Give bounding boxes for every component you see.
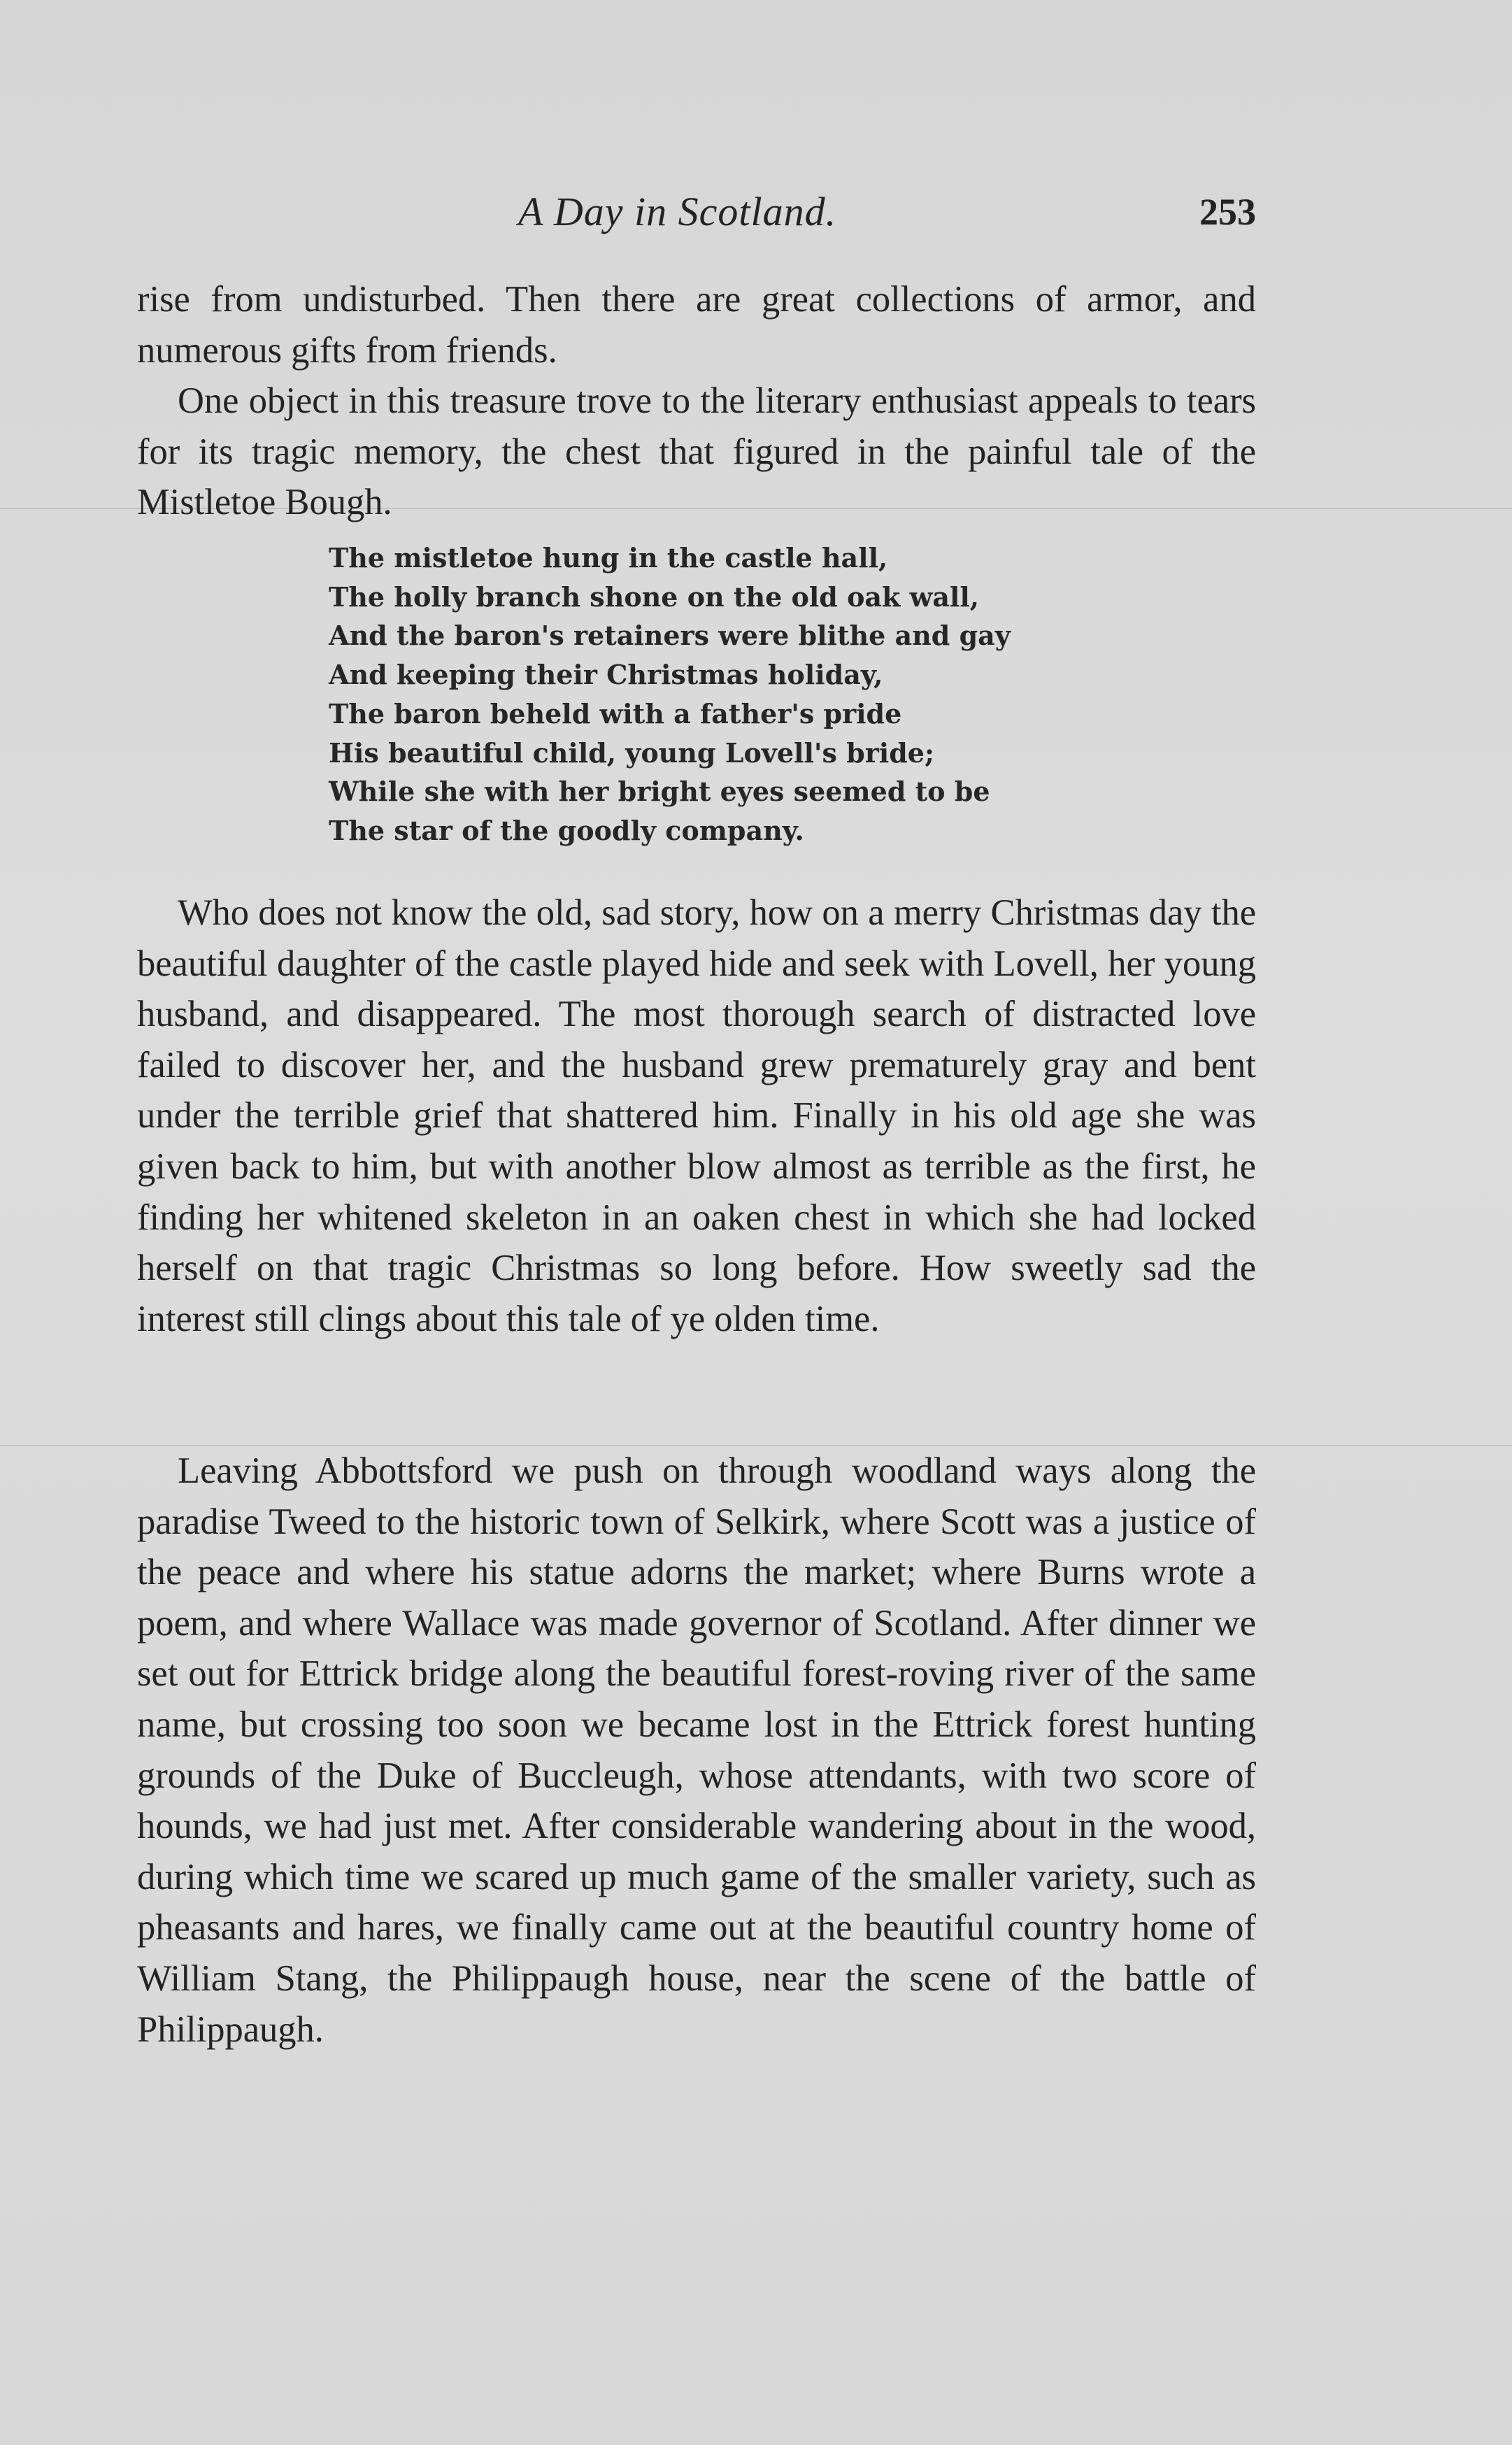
paragraph-mistletoe-intro: One object in this treasure trove to the literary enthusiast appeals to tears for its tragic memory, the chest that figured in the painful tale of the Mistletoe Bough. <box>137 380 1256 523</box>
poem-line: The baron beheld with a father's pride <box>329 697 902 729</box>
poem-line: His beautiful child, young Lovell's bride; <box>329 736 934 769</box>
journey-paragraph-block <box>137 1446 1256 2055</box>
running-title: A Day in Scotland. <box>518 189 837 234</box>
paragraph-lovell-story: Who does not know the old, sad story, how on a merry Christmas day the beautiful daughter of the castle played hide and seek with Lovell, her young husband, and disappeared. The most thorough search of distracted love failed to discover her, and the husband grew prematurely gray and bent under the terrible grief that shattered him. Finally in his old age she was given back to him, but with another blow almost as terrible as the first, he finding her whitened skeleton in an oaken chest in which she had locked herself on that tragic Christmas so long before. How sweetly sad the interest still clings about this tale of ye olden time. <box>137 892 1256 1339</box>
poem-line: And the baron's retainers were blithe and gay <box>329 620 1011 652</box>
poem-line: And keeping their Christmas holiday, <box>329 659 883 691</box>
poem-line: The star of the goodly company. <box>329 814 804 846</box>
poem-line: While she with her bright eyes seemed to be <box>329 776 990 808</box>
paragraph-selkirk-journey: Leaving Abbottsford we push on through woodland ways along the paradise Tweed to the historic town of Selkirk, where Scott was a justice of the peace and where his statue adorns the market; where Burns wrote a poem, and where Wallace was made governor of Scotland. After dinner we set out for Ettrick bridge along the beautiful forest-roving river of the same name, but crossing too soon we became lost in the Ettrick forest hunting grounds of the Duke of Buccleugh, whose attendants, with two score of hounds, we had just met. After considerable wandering about in the wood, during which time we scared up much game of the smaller variety, such as pheasants and hares, we finally came out at the beautiful country home of William Stang, the Philippaugh house, near the scene of the battle of Philippaugh. <box>137 1450 1256 2050</box>
poem-line: The mistletoe hung in the castle hall, <box>329 542 888 573</box>
opening-paragraphs <box>137 274 1256 528</box>
story-paragraph-block <box>137 888 1256 1344</box>
paragraph-continuation: rise from undisturbed. Then there are great collections of armor, and numerous gifts from friends. <box>137 279 1256 371</box>
page-header <box>137 187 1256 236</box>
page-number: 253 <box>1199 191 1256 233</box>
poem-line: The holly branch shone on the old oak wall, <box>329 580 980 613</box>
poem-mistletoe-bough <box>329 539 1133 850</box>
